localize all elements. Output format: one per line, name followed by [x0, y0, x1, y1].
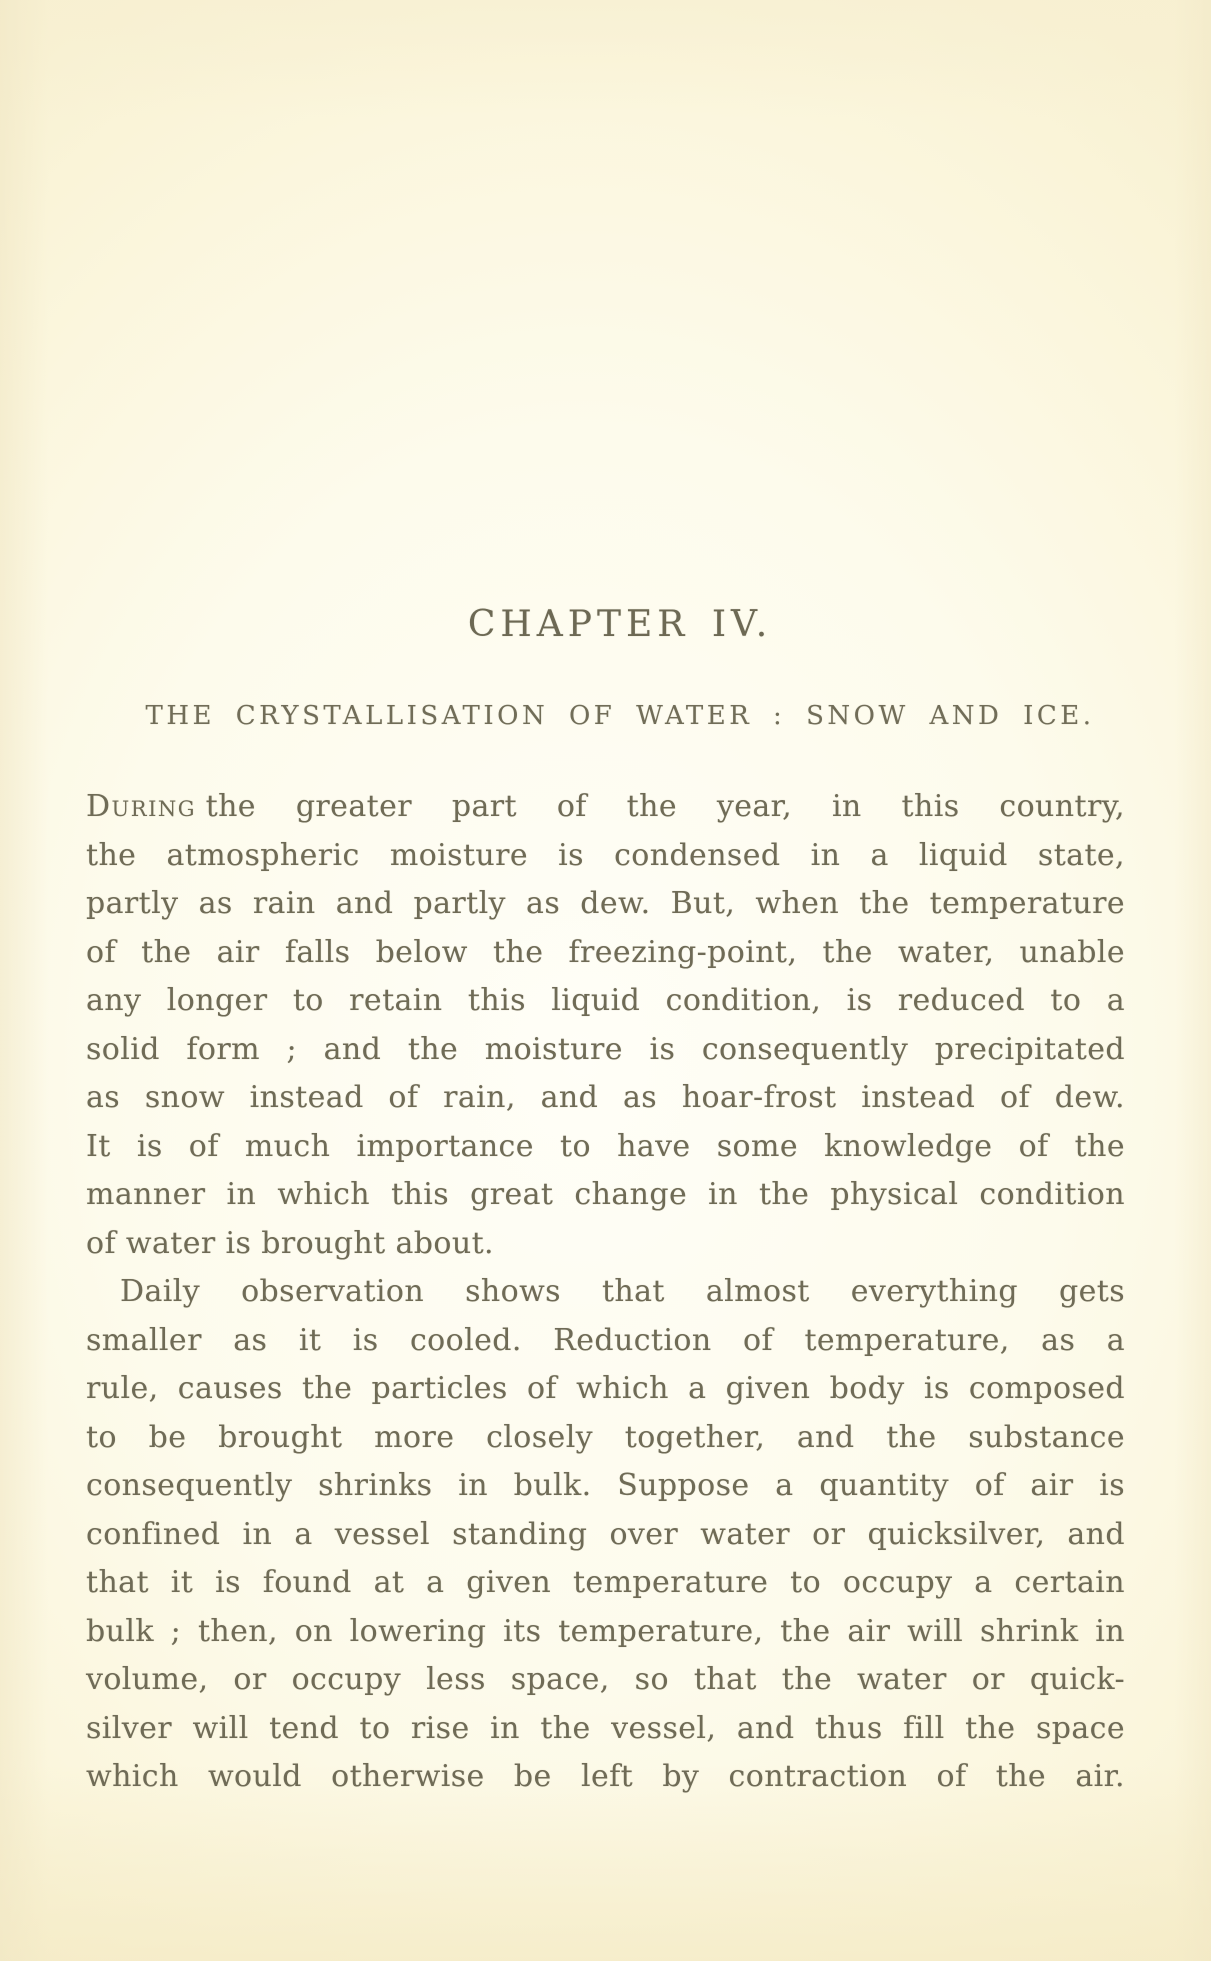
text-line: which would otherwise be left by contraction of the air. — [86, 1759, 1125, 1794]
chapter-subtitle: THE CRYSTALLISATION OF WATER : SNOW AND ICE. — [145, 701, 1095, 731]
text-line: solid form ; and the moisture is consequently precipitated — [86, 1031, 1125, 1067]
text-line: smaller as it is cooled. Reduction of temperature, as a — [86, 1322, 1125, 1358]
text-line: bulk ; then, on lowering its temperature, the air will shrink in — [86, 1613, 1125, 1649]
text-line: the atmospheric moisture is condensed in a liquid state, — [86, 837, 1125, 873]
text-line: confined in a vessel standing over water or quicksilver, and — [86, 1516, 1125, 1552]
text-line: volume, or occupy less space, so that the water or quick- — [86, 1662, 1125, 1697]
text-line: of the air falls below the freezing-point, the water, unable — [86, 934, 1125, 970]
text-line: It is of much importance to have some knowledge of the — [86, 1128, 1125, 1164]
chapter-heading: CHAPTER IV. — [467, 604, 773, 645]
text-line: manner in which this great change in the physical condition — [86, 1177, 1125, 1212]
text-line: rule, causes the particles of which a given body is composed — [86, 1371, 1125, 1406]
text-line: consequently shrinks in bulk. Suppose a quantity of air is — [86, 1468, 1125, 1503]
text-line: Daily observation shows that almost everything gets — [120, 1274, 1125, 1309]
body-text — [86, 783, 1125, 1802]
text-line — [86, 783, 1125, 832]
text-line: silver will tend to rise in the vessel, and thus fill the space — [86, 1710, 1125, 1746]
drop-word: During — [86, 789, 197, 824]
text-line: partly as rain and partly as dew. But, when the temperature — [86, 886, 1125, 921]
text-line: as snow instead of rain, and as hoar-frost instead of dew. — [86, 1080, 1125, 1115]
text-line: of water is brought about. — [86, 1225, 494, 1261]
text-line: to be brought more closely together, and the substance — [86, 1419, 1125, 1455]
text-line: any longer to retain this liquid condition, is reduced to a — [86, 983, 1125, 1018]
text-line: that it is found at a given temperature to occupy a certain — [86, 1565, 1125, 1600]
text-line-content: the greater part of the year, in this country, — [205, 789, 1125, 824]
